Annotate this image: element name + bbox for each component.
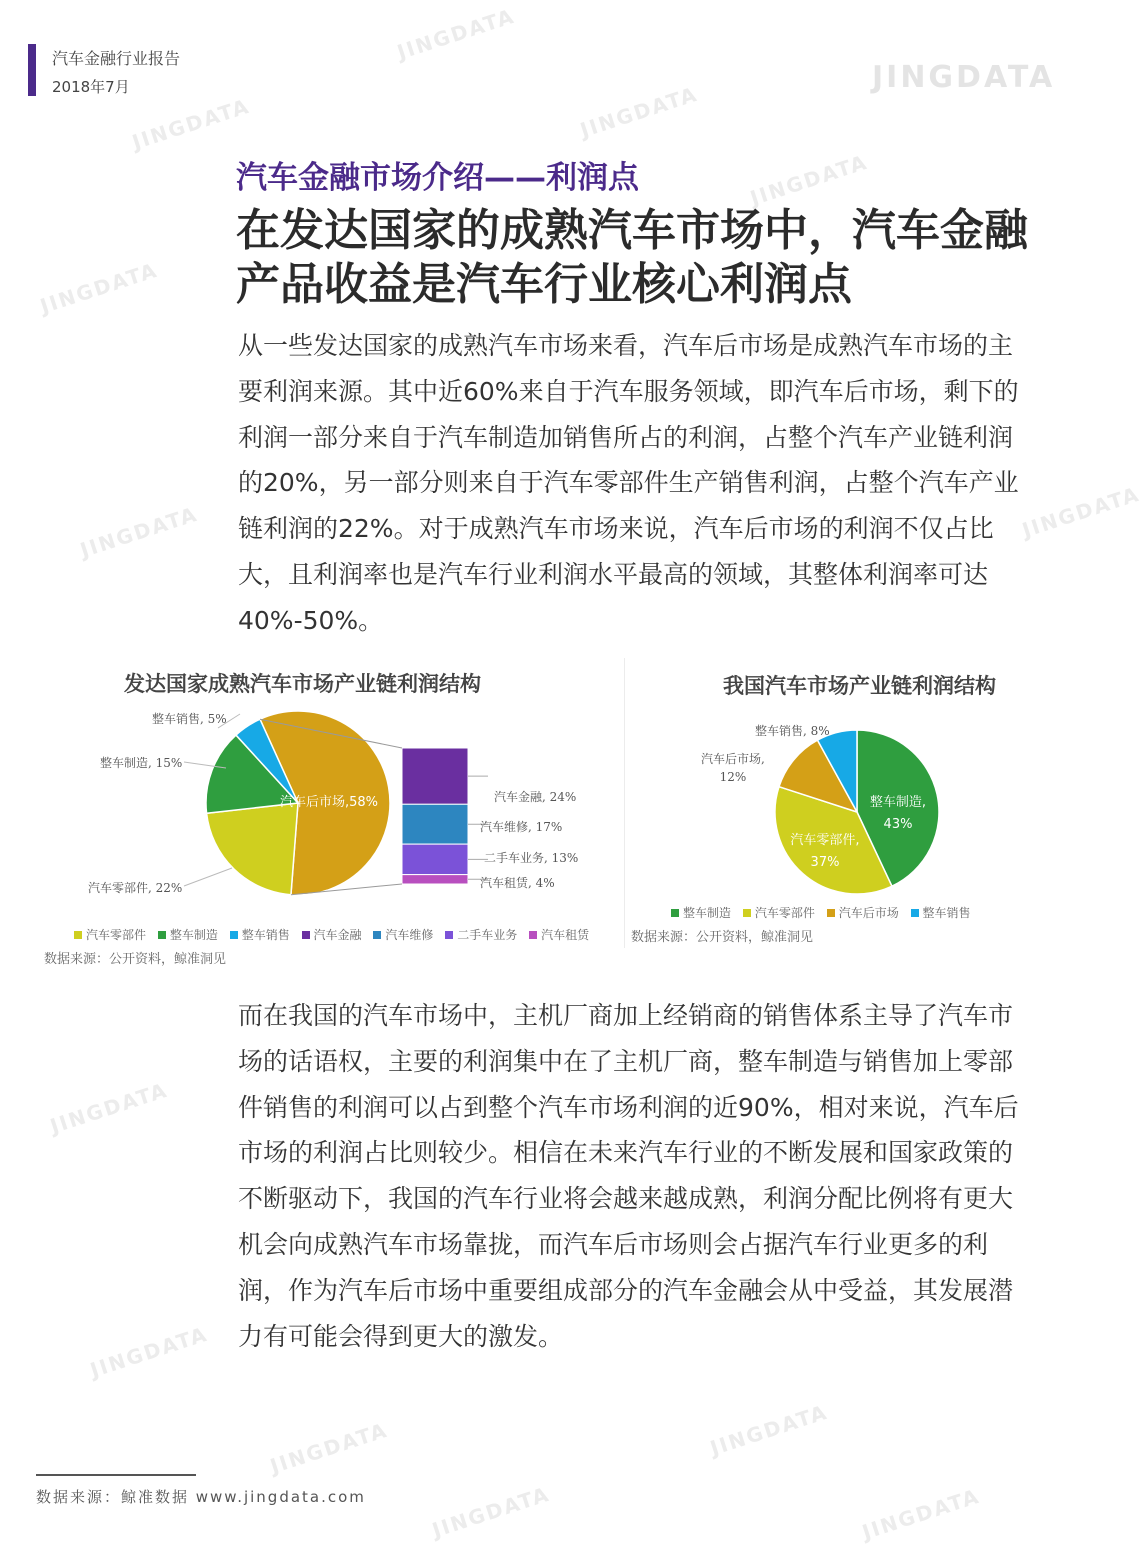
footer-source: 数据来源：鲸准数据 www.jingdata.com <box>36 1488 366 1506</box>
slice-label-parts: 汽车零部件, 22% <box>88 881 183 895</box>
chart-2-legend <box>671 904 979 921</box>
legend-label: 汽车零部件 <box>754 906 815 920</box>
chart-title: 我国汽车市场产业链利润结构 <box>723 674 996 698</box>
watermark: JINGDATA <box>47 1077 171 1139</box>
legend-item <box>911 906 971 920</box>
legend-label: 汽车维修 <box>385 928 434 942</box>
chart-title: 发达国家成熟汽车市场产业链利润结构 <box>124 672 481 696</box>
slice-label-manufacturing: 整车制造, 15% <box>100 756 183 770</box>
slice-label-sales: 整车销售, 5% <box>152 712 227 726</box>
watermark-logo: JINGDATA <box>872 60 1056 95</box>
breakdown-label-used-car: 二手车业务, 13% <box>484 851 579 865</box>
legend-item <box>827 906 899 920</box>
chart-source: 数据来源：公开资料，鲸准洞见 <box>44 952 227 967</box>
slice-label-manufacturing: 整车制造, 43% <box>869 795 927 832</box>
watermark: JINGDATA <box>577 81 701 143</box>
paragraph-1: 从一些发达国家的成熟汽车市场来看，汽车后市场是成熟汽车市场的主要利润来源。其中近60%来自于汽车服务领域，即汽车后市场，剩下的利润一部分来自于汽车制造加销售所占的利润，占整个汽车产业链利润的20%，另一部分则来自于汽车零部件生产销售利润，占整个汽车产业链利润的22%。对于成熟汽车市场来说，汽车后市场的利润不仅占比大，且利润率也是汽车行业利润水平最高的领域，其整体利润率可达40%-50%。 <box>238 331 1019 635</box>
legend-item <box>302 928 362 942</box>
watermark: JINGDATA <box>747 149 871 211</box>
header-accent-bar <box>28 44 36 96</box>
watermark: JINGDATA <box>394 3 518 65</box>
legend-item <box>158 928 218 942</box>
headline: 在发达国家的成熟汽车市场中，汽车金融产品收益是汽车行业核心利润点 <box>236 205 1028 310</box>
report-title: 汽车金融行业报告 <box>52 49 181 68</box>
watermark: JINGDATA <box>37 257 161 319</box>
chart1-breakdown-bar-2 <box>402 844 468 874</box>
slice-label-parts: 汽车零部件, 37% <box>790 833 860 870</box>
legend-item <box>74 928 146 942</box>
section-title: 汽车金融市场介绍——利润点 <box>236 160 639 196</box>
legend-item <box>373 928 433 942</box>
legend-item <box>743 906 815 920</box>
chart1-breakdown-bar-0 <box>402 748 468 804</box>
breakdown-label-rental: 汽车租赁, 4% <box>480 876 555 890</box>
report-date: 2018年7月 <box>52 78 130 96</box>
legend-label: 汽车后市场 <box>838 906 899 920</box>
chart1-slice-1 <box>207 803 298 895</box>
watermark: JINGDATA <box>77 501 201 563</box>
watermark: JINGDATA <box>267 1417 391 1479</box>
legend-item <box>671 906 731 920</box>
watermark: JINGDATA <box>1019 481 1143 543</box>
watermark: JINGDATA <box>429 1481 553 1543</box>
legend-label: 汽车金融 <box>313 928 362 942</box>
legend-label: 整车销售 <box>922 906 971 920</box>
legend-item <box>445 928 517 942</box>
chart-source: 数据来源：公开资料，鲸准洞见 <box>631 930 814 945</box>
chart1-breakdown-bar-3 <box>402 875 468 884</box>
breakdown-label-repair: 汽车维修, 17% <box>480 820 563 834</box>
breakdown-label-finance: 汽车金融, 24% <box>494 790 577 804</box>
chart1-breakdown-bar-1 <box>402 804 468 844</box>
legend-label: 整车制造 <box>683 906 732 920</box>
chart1-label-pointer-2 <box>184 868 232 886</box>
paragraph-2: 而在我国的汽车市场中，主机厂商加上经销商的销售体系主导了汽车市场的话语权，主要的利润集中在了主机厂商，整车制造与销售加上零部件销售的利润可以占到整个汽车市场利润的近90%，相对来说，汽车后市场的利润占比则较少。相信在未来汽车行业的不断发展和国家政策的不断驱动下，我国的汽车行业将会越来越成熟，利润分配比例将有更大机会向成熟汽车市场靠拢，而汽车后市场则会占据汽车行业更多的利润，作为汽车后市场中重要组成部分的汽车金融会从中受益，其发展潜力有可能会得到更大的激发。 <box>238 1001 1019 1351</box>
watermark: JINGDATA <box>129 93 253 155</box>
watermark: JINGDATA <box>87 1321 211 1383</box>
legend-item <box>529 928 589 942</box>
chart-china-market <box>624 658 1077 948</box>
chart-1-legend <box>74 926 597 943</box>
slice-label-aftermarket: 汽车后市场, 12% <box>701 752 765 784</box>
watermark: JINGDATA <box>859 1483 983 1544</box>
chart-developed-markets <box>34 658 624 968</box>
footer-rule <box>36 1474 196 1476</box>
legend-label: 汽车零部件 <box>86 928 147 942</box>
legend-label: 二手车业务 <box>457 928 518 942</box>
watermark: JINGDATA <box>707 1399 831 1461</box>
slice-label-sales: 整车销售, 8% <box>755 724 830 738</box>
legend-item <box>230 928 290 942</box>
legend-label: 汽车租赁 <box>541 928 590 942</box>
slice-label-aftermarket: 汽车后市场,58% <box>280 795 379 810</box>
legend-label: 整车制造 <box>169 928 218 942</box>
legend-label: 整车销售 <box>241 928 290 942</box>
